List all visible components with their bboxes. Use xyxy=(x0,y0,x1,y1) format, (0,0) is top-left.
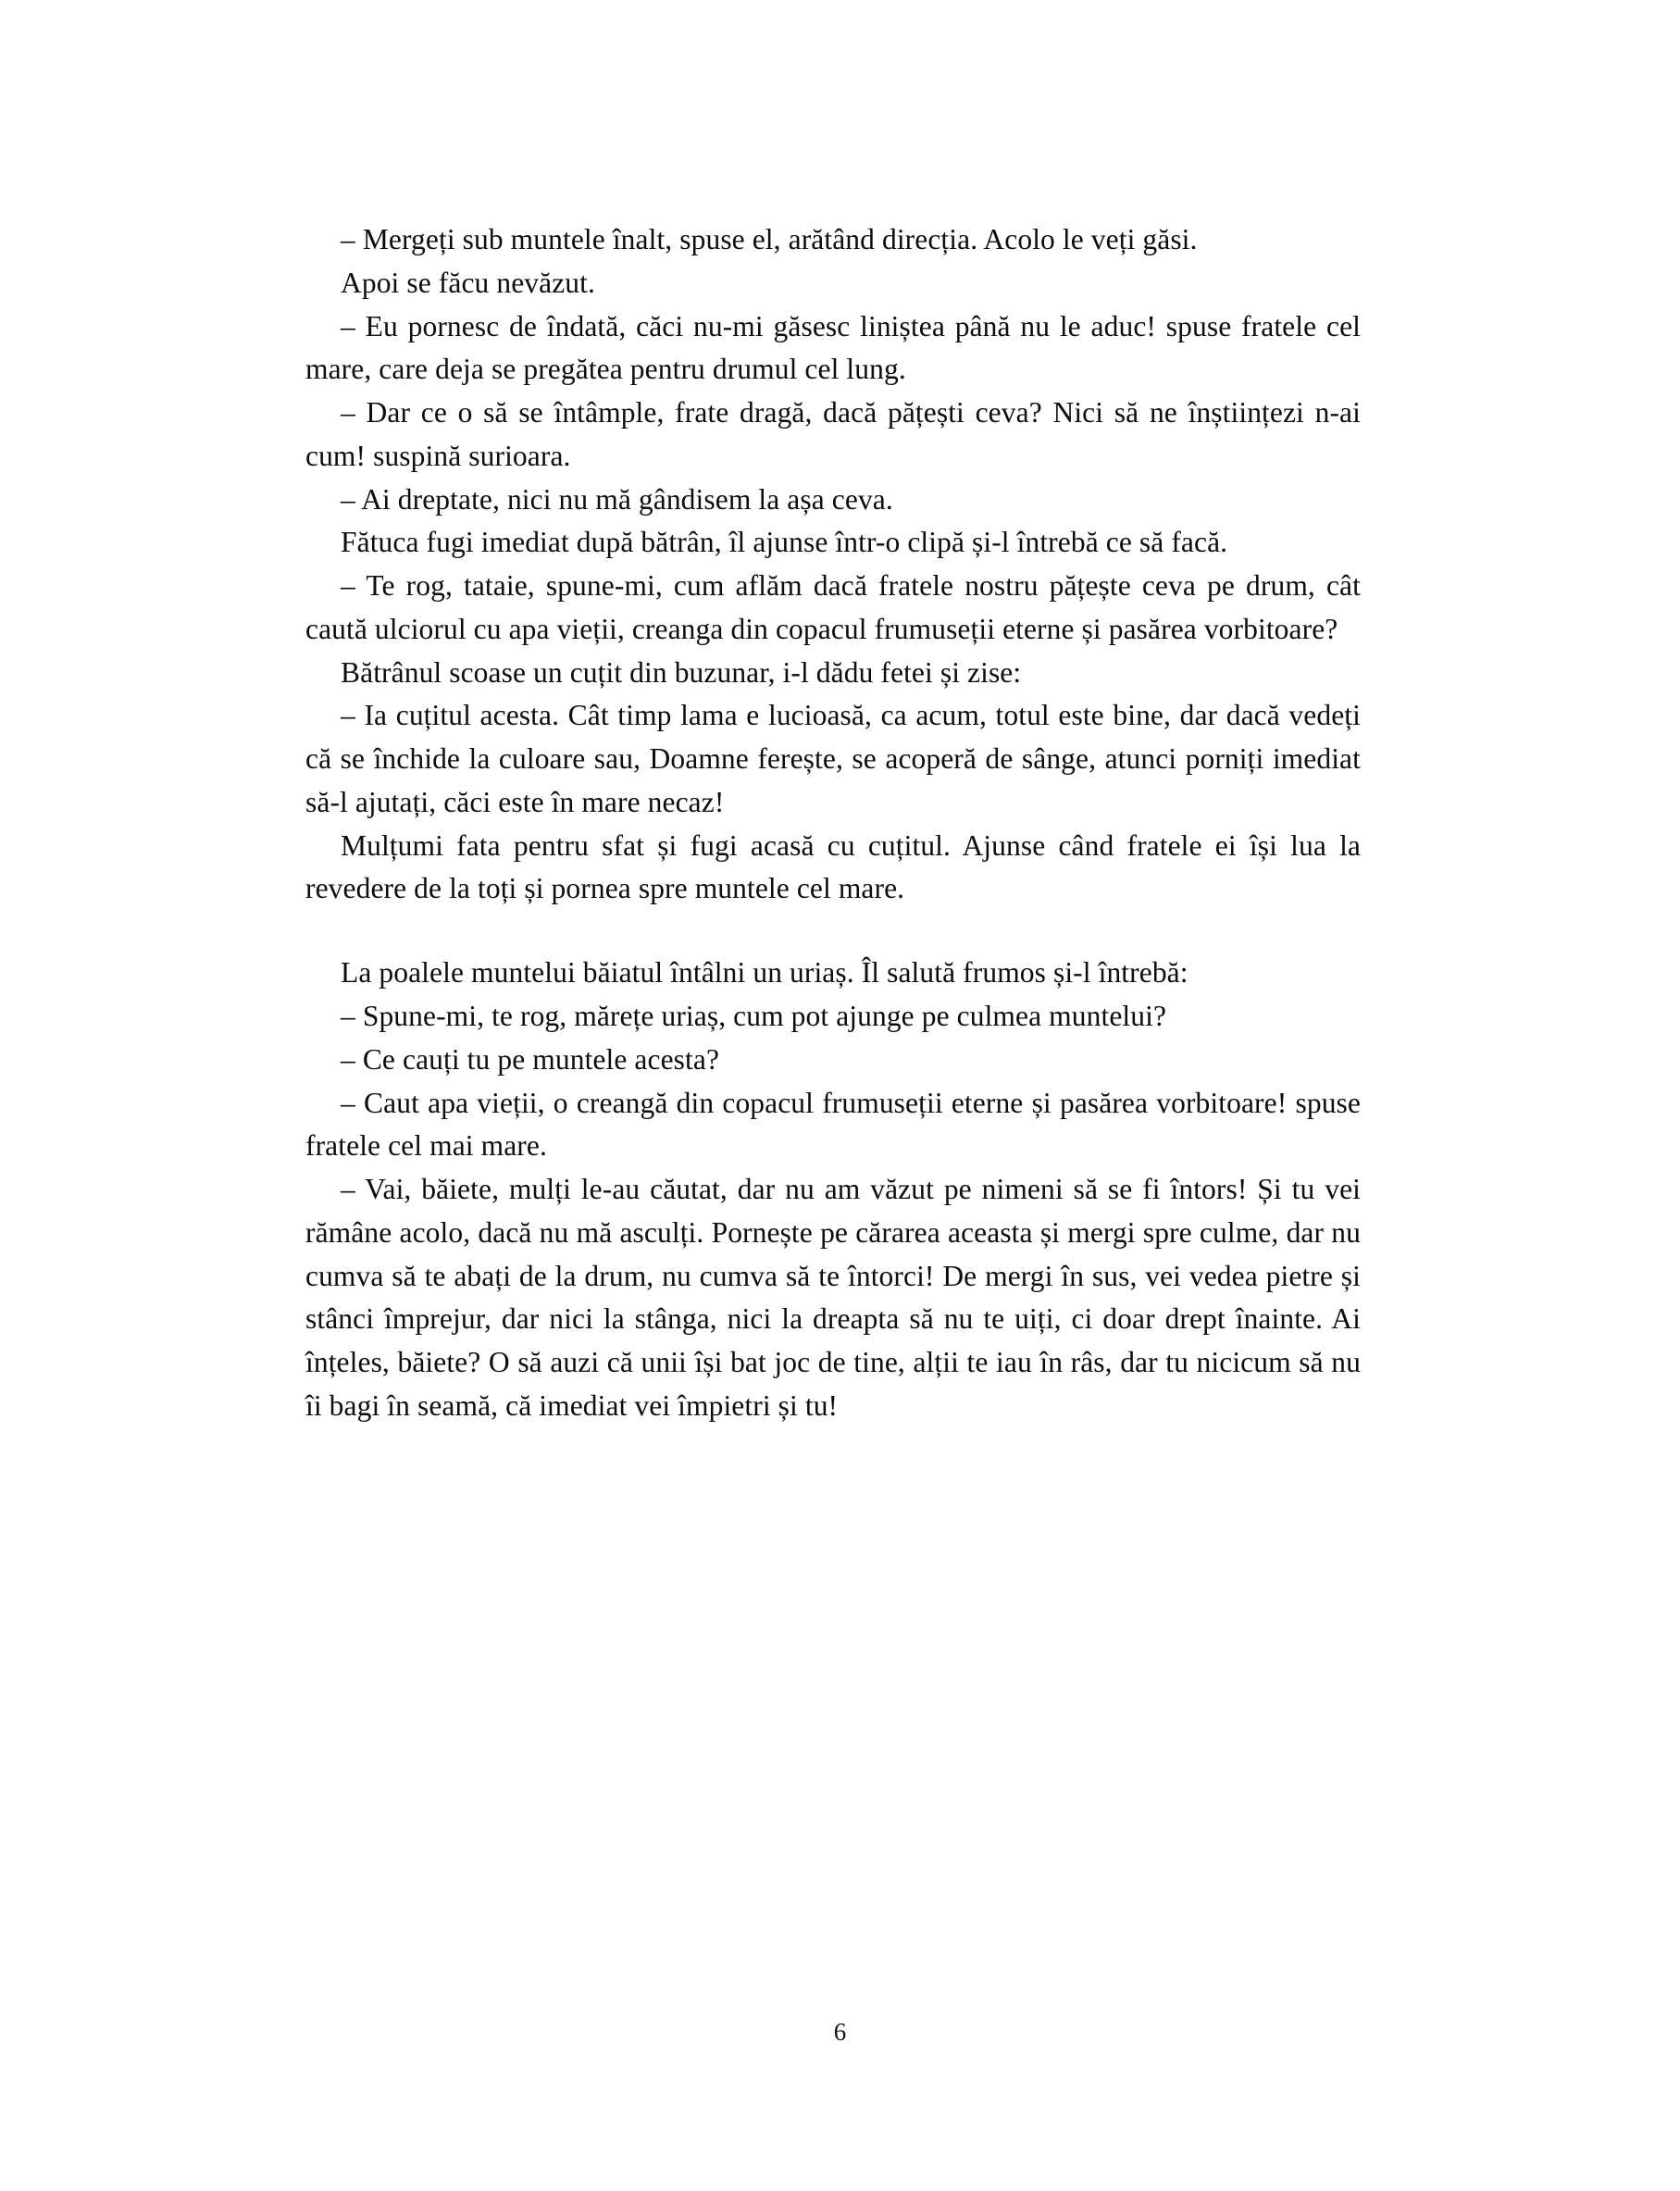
paragraph: Apoi se făcu nevăzut. xyxy=(341,266,595,299)
paragraph: – Mergeți sub muntele înalt, spuse el, arătând direcția. Acolo le veți găsi. xyxy=(341,223,1198,255)
paragraph: Mulțumi fata pentru sfat și fugi acasă cu cuțitul. Ajunse când fratele ei își lua la revedere de la toți și pornea spre muntele cel mare. xyxy=(305,828,1361,905)
page-number: 6 xyxy=(833,2018,847,2046)
paragraph: – Vai, băiete, mulți le-au căutat, dar nu am văzut pe nimeni să se fi întors! Și tu vei rămâne acolo, dacă nu mă asculți. Pornește pe cărarea aceasta și mergi spre culme, dar nu cumva să te abați de la drum, nu cumva să te întorci! De mergi în sus, vei vedea pietre și stânci împrejur, dar nici la stânga, nici la dreapta să nu te uiți, ci doar drept înainte. Ai înțeles, băiete? O să auzi că unii își bat joc de tine, alții te iau în râs, dar tu nicicum să nu îi bagi în seamă, că imediat vei împietri și tu! xyxy=(305,1173,1361,1422)
paragraph-break xyxy=(305,911,1361,952)
paragraph: – Te rog, tataie, spune-mi, cum aflăm dacă fratele nostru pățește ceva pe drum, cât caută ulciorul cu apa vieții, creanga din copacul frumuseții eterne și pasărea vorbitoare? xyxy=(305,569,1361,645)
paragraph: – Eu pornesc de îndată, căci nu-mi găsesc liniștea până nu le aduc! spuse fratele cel mare, care deja se pregătea pentru drumul cel lung. xyxy=(305,309,1361,386)
body-text-column xyxy=(305,218,1361,1428)
paragraph: – Caut apa vieții, o creangă din copacul frumuseții eterne și pasărea vorbitoare! spuse fratele cel mai mare. xyxy=(305,1086,1361,1163)
paragraph: – Ai dreptate, nici nu mă gândisem la așa ceva. xyxy=(341,482,893,516)
paragraph: – Dar ce o să se întâmple, frate dragă, dacă pățești ceva? Nici să ne înștiințezi n-ai cum! suspină surioara. xyxy=(305,396,1361,472)
paragraph: Bătrânul scoase un cuțit din buzunar, i-l dădu fetei și zise: xyxy=(341,655,1022,689)
paragraph: La poalele muntelui băiatul întâlni un uriaș. Îl salută frumos și-l întrebă: xyxy=(341,956,1188,990)
paragraph: – Spune-mi, te rog, mărețe uriaș, cum pot ajunge pe culmea muntelui? xyxy=(341,1000,1167,1033)
paragraph: – Ia cuțitul acesta. Cât timp lama e lucioasă, ca acum, totul este bine, dar dacă vedeți că se închide la culoare sau, Doamne ferește, se acoperă de sânge, atunci porniți imediat să-l ajutați, căci este în mare necaz! xyxy=(305,699,1361,818)
paragraph: Fătuca fugi imediat după bătrân, îl ajunse într-o clipă și-l întrebă ce să facă. xyxy=(341,526,1228,559)
paragraph: – Ce cauți tu pe muntele acesta? xyxy=(341,1042,720,1076)
